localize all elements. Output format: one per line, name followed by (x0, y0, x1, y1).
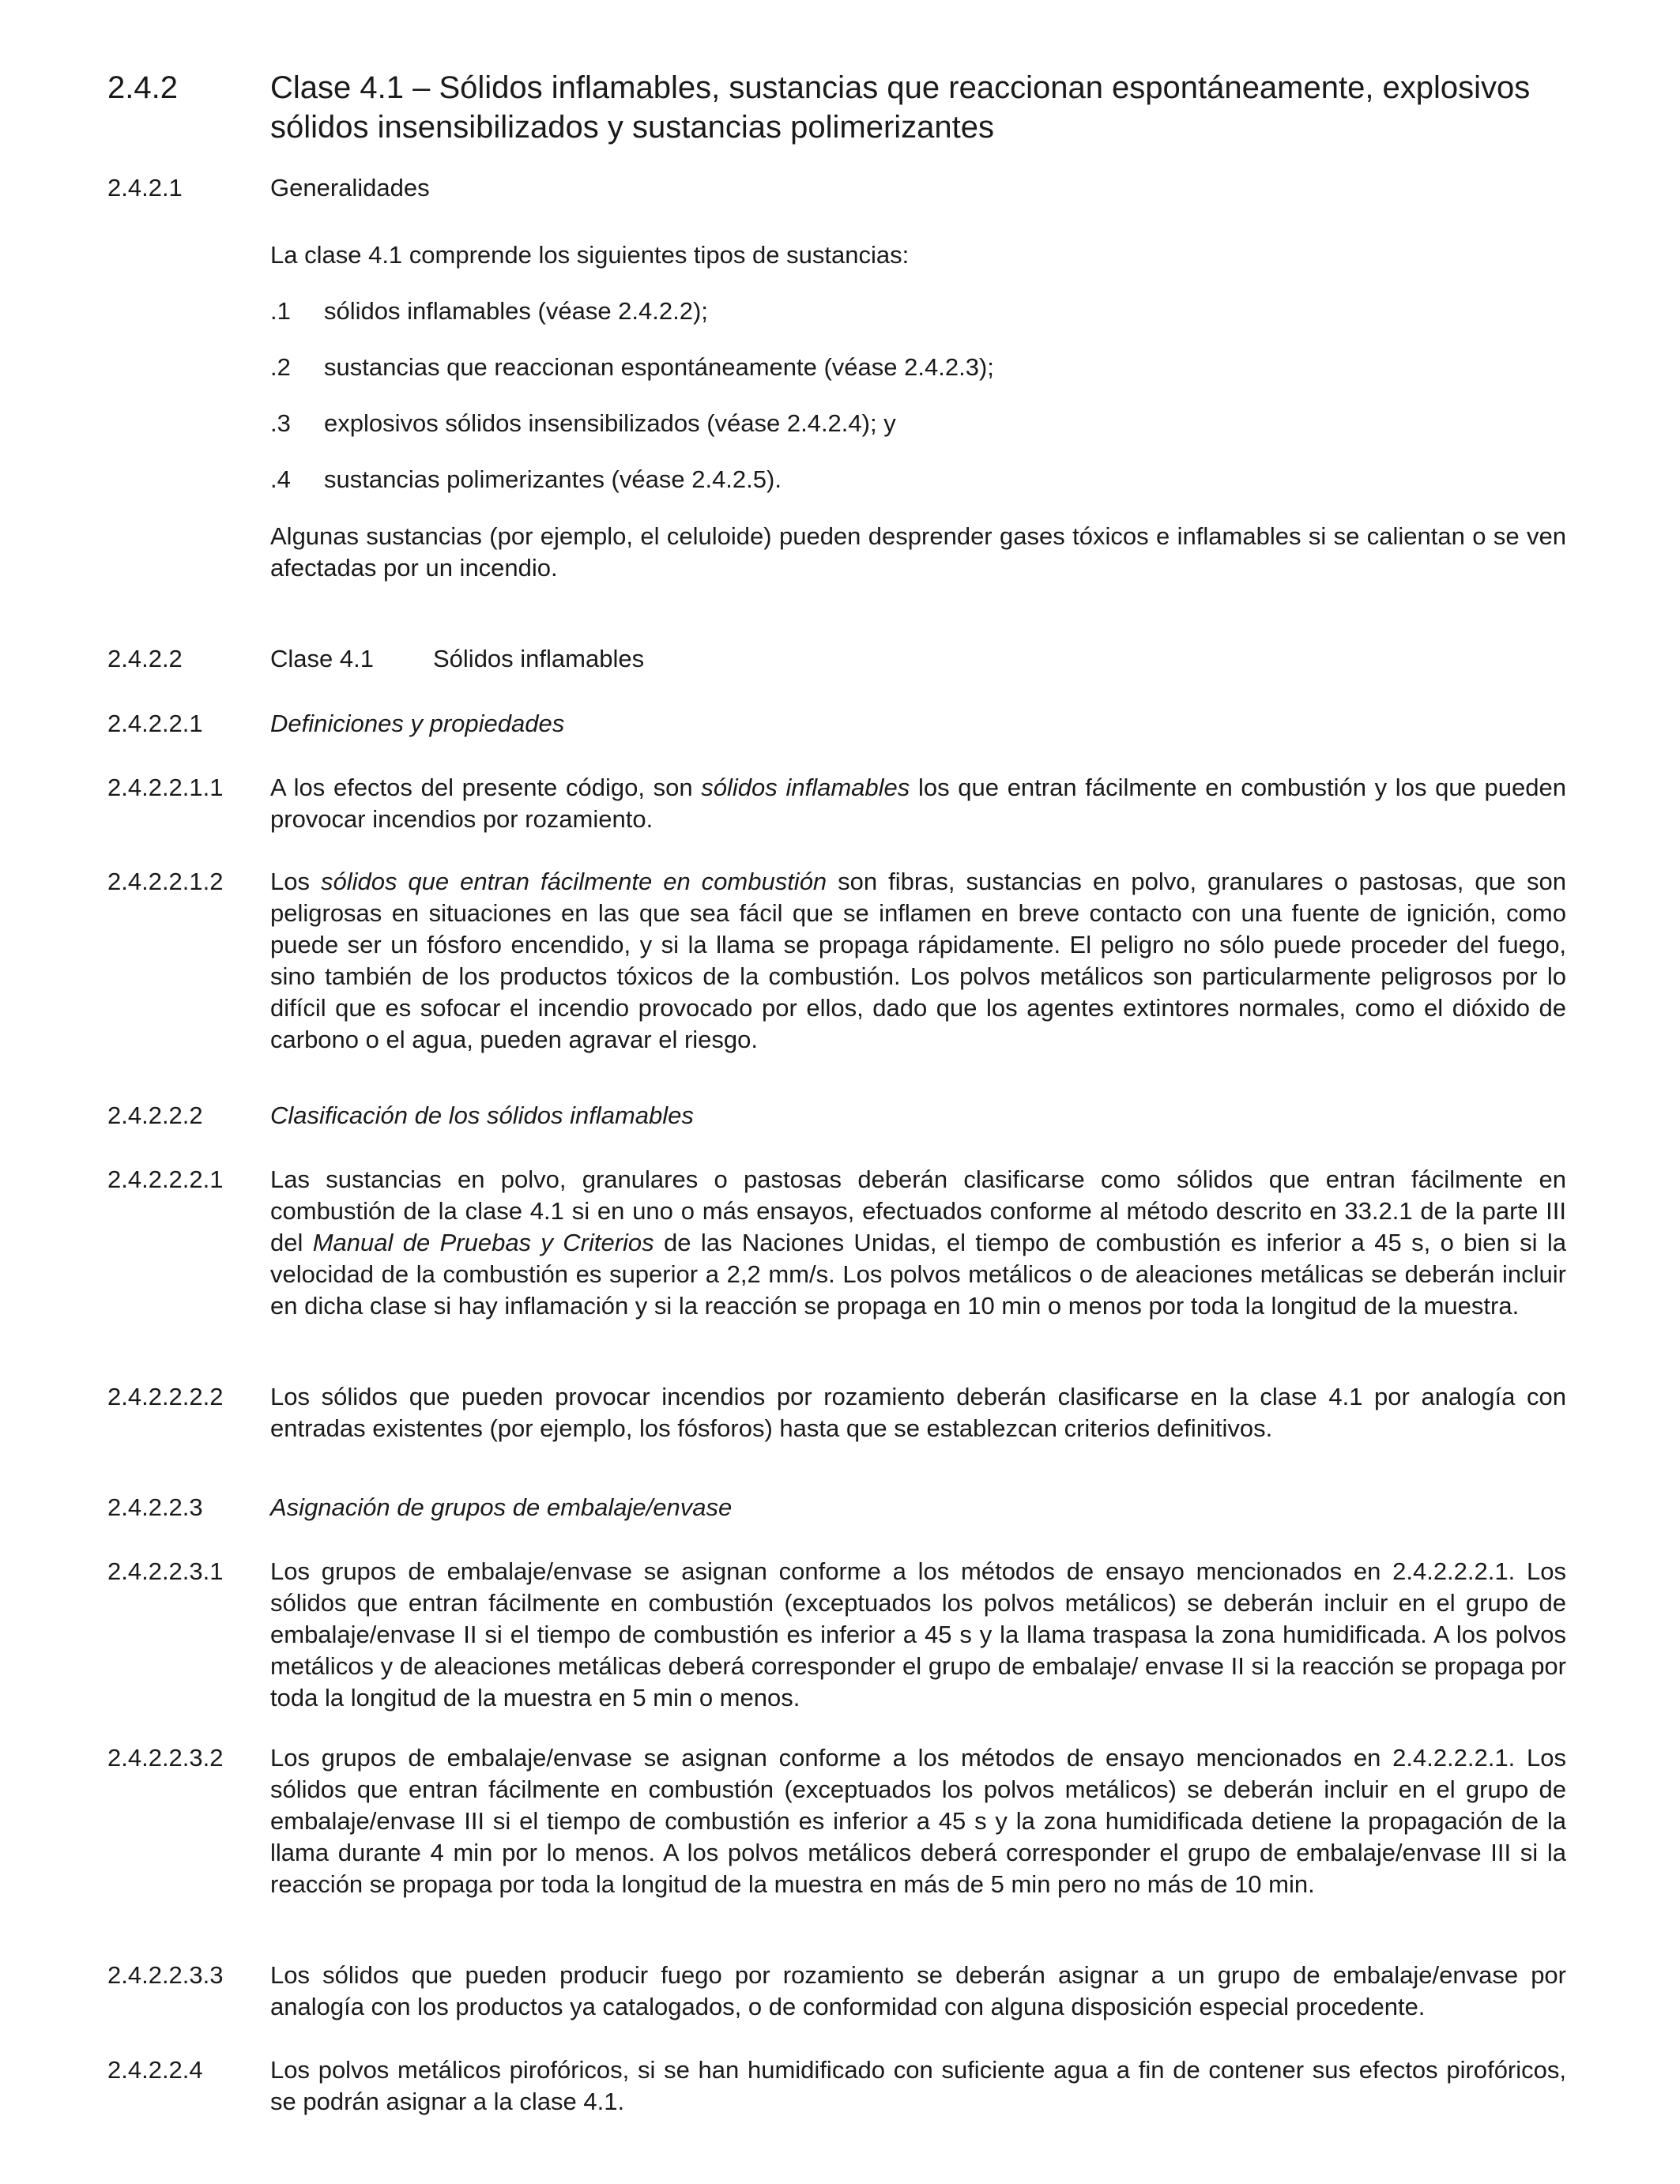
paragraph-242232: Los grupos de embalaje/envase se asignan conforme a los métodos de ensayo mencionados en 2.4.2.2.2.1. Los sólidos que entran fácilmente en combustión (exceptuados los polvos metálicos) se deberán incluir en el grupo de embalaje/envase III si el tiempo de combustión es inferior a 45 s y la zona humidificada detiene la propagación de la llama durante 4 min por lo menos. A los polvos metálicos deberá corresponder el grupo de embalaje/envase III si la reacción se propaga por toda la longitud de la muestra en más de 5 min pero no más de 10 min. (270, 1744, 1566, 1898)
list-item-text: explosivos sólidos insensibilizados (véase 2.4.2.4); y (324, 409, 896, 437)
section-number-2422: 2.4.2.2 (107, 645, 183, 672)
list-item-text: sustancias que reaccionan espontáneamente (véase 2.4.2.3); (324, 353, 994, 381)
defined-term: sólidos que entran fácilmente en combustión (320, 868, 827, 895)
text-run: A los efectos del presente código, son (270, 774, 702, 801)
paragraph-242212 (270, 866, 1566, 1056)
list-item-number: .2 (270, 353, 291, 381)
text-run: los que entran fácilmente en combustión y los que pueden provocar incendios por rozamiento. (270, 774, 1566, 833)
paragraph-242221 (270, 1164, 1566, 1322)
list-item-number: .4 (270, 465, 291, 493)
list-item-text: sólidos inflamables (véase 2.4.2.2); (324, 297, 708, 325)
list-item-number: .3 (270, 409, 291, 437)
section-title-2422: Sólidos inflamables (433, 645, 645, 672)
cited-title: Manual de Pruebas y Criterios (312, 1229, 654, 1256)
section-number-2421: 2.4.2.1 (107, 174, 183, 201)
section-title-24221: Definiciones y propiedades (270, 710, 565, 737)
paragraph-number: 2.4.2.2.2.2 (107, 1383, 224, 1410)
paragraph-number: 2.4.2.2.2.1 (107, 1165, 224, 1193)
paragraph-242233: Los sólidos que pueden producir fuego por rozamiento se deberán asignar a un grupo de embalaje/envase por analogía con los productos ya catalogados, o de conformidad con alguna disposición especial procedente. (270, 1961, 1566, 2020)
list-item-number: .1 (270, 297, 291, 325)
section-number-24222: 2.4.2.2.2 (107, 1101, 203, 1129)
list-item-text: sustancias polimerizantes (véase 2.4.2.5). (324, 465, 782, 493)
defined-term: sólidos inflamables (701, 774, 910, 801)
section-title-2421: Generalidades (270, 174, 430, 201)
text-run: de las Naciones Unidas, el tiempo de combustión es inferior a 45 s, o bien si la velocidad de la combustión es superior a 2,2 mm/s. Los polvos metálicos o de aleaciones metálicas se deberán incluir en dicha clase si hay inflamación y si la reacción se propaga en 10 min o menos por toda la longitud de la muestra. (270, 1229, 1566, 1320)
paragraph-number: 2.4.2.2.3.2 (107, 1744, 224, 1772)
section-number-24223: 2.4.2.2.3 (107, 1493, 203, 1521)
section-number-24221: 2.4.2.2.1 (107, 710, 203, 737)
section-title-242: Clase 4.1 – Sólidos inflamables, sustancias que reaccionan espontáneamente, explosivos sólidos insensibilizados y sustancias polimerizantes (270, 70, 1531, 145)
note-paragraph: Algunas sustancias (por ejemplo, el celuloide) pueden desprender gases tóxicos e inflamables si se calientan o se ven afectadas por un incendio. (270, 522, 1566, 582)
paragraph-242211 (270, 772, 1566, 835)
paragraph-number: 2.4.2.2.1.1 (107, 774, 224, 801)
paragraph-number: 2.4.2.2.4 (107, 2056, 203, 2084)
text-run: son fibras, sustancias en polvo, granulares o pastosas, que son peligrosas en situaciones en las que sea fácil que se inflamen en breve contacto con una fuente de ignición, como puede ser un fósforo encendido, y si la llama se propaga rápidamente. El peligro no sólo puede proceder del fuego, sino también de los productos tóxicos de la combustión. Los polvos metálicos son particularmente peligrosos por lo difícil que es sofocar el incendio provocado por ellos, dado que los agentes extintores normales, como el dióxido de carbono o el agua, pueden agravar el riesgo. (270, 868, 1566, 1053)
paragraph-number: 2.4.2.2.3.1 (107, 1557, 224, 1585)
intro-paragraph: La clase 4.1 comprende los siguientes tipos de sustancias: (270, 241, 910, 269)
section-number-242: 2.4.2 (107, 70, 178, 105)
text-run: Las sustancias en polvo, granulares o pastosas deberán clasificarse como sólidos que entran fácilmente en combustión de la clase 4.1 si en uno o más ensayos, efectuados conforme al método descrito en 33.2.1 de la parte III del (270, 1165, 1566, 1256)
paragraph-number: 2.4.2.2.3.3 (107, 1961, 224, 1989)
paragraph-242231: Los grupos de embalaje/envase se asignan conforme a los métodos de ensayo mencionados en 2.4.2.2.2.1. Los sólidos que entran fácilmente en combustión (exceptuados los polvos metálicos) se deberán incluir en el grupo de embalaje/envase II si el tiempo de combustión es inferior a 45 s y la llama traspasa la zona humidificada. A los polvos metálicos y de aleaciones metálicas deberá corresponder el grupo de embalaje/ envase II si la reacción se propaga por toda la longitud de la muestra en 5 min o menos. (270, 1557, 1566, 1711)
paragraph-24224: Los polvos metálicos pirofóricos, si se han humidificado con suficiente agua a fin de contener sus efectos pirofóricos, se podrán asignar a la clase 4.1. (270, 2056, 1566, 2115)
section-title-24222: Clasificación de los sólidos inflamables (270, 1101, 694, 1129)
paragraph-242222: Los sólidos que pueden provocar incendios por rozamiento deberán clasificarse en la clase 4.1 por analogía con entradas existentes (por ejemplo, los fósforos) hasta que se establezcan criterios definitivos. (270, 1383, 1566, 1442)
text-run: Los (270, 868, 321, 895)
section-title-24223: Asignación de grupos de embalaje/envase (270, 1493, 733, 1521)
paragraph-number: 2.4.2.2.1.2 (107, 868, 224, 895)
class-label: Clase 4.1 (270, 645, 374, 672)
